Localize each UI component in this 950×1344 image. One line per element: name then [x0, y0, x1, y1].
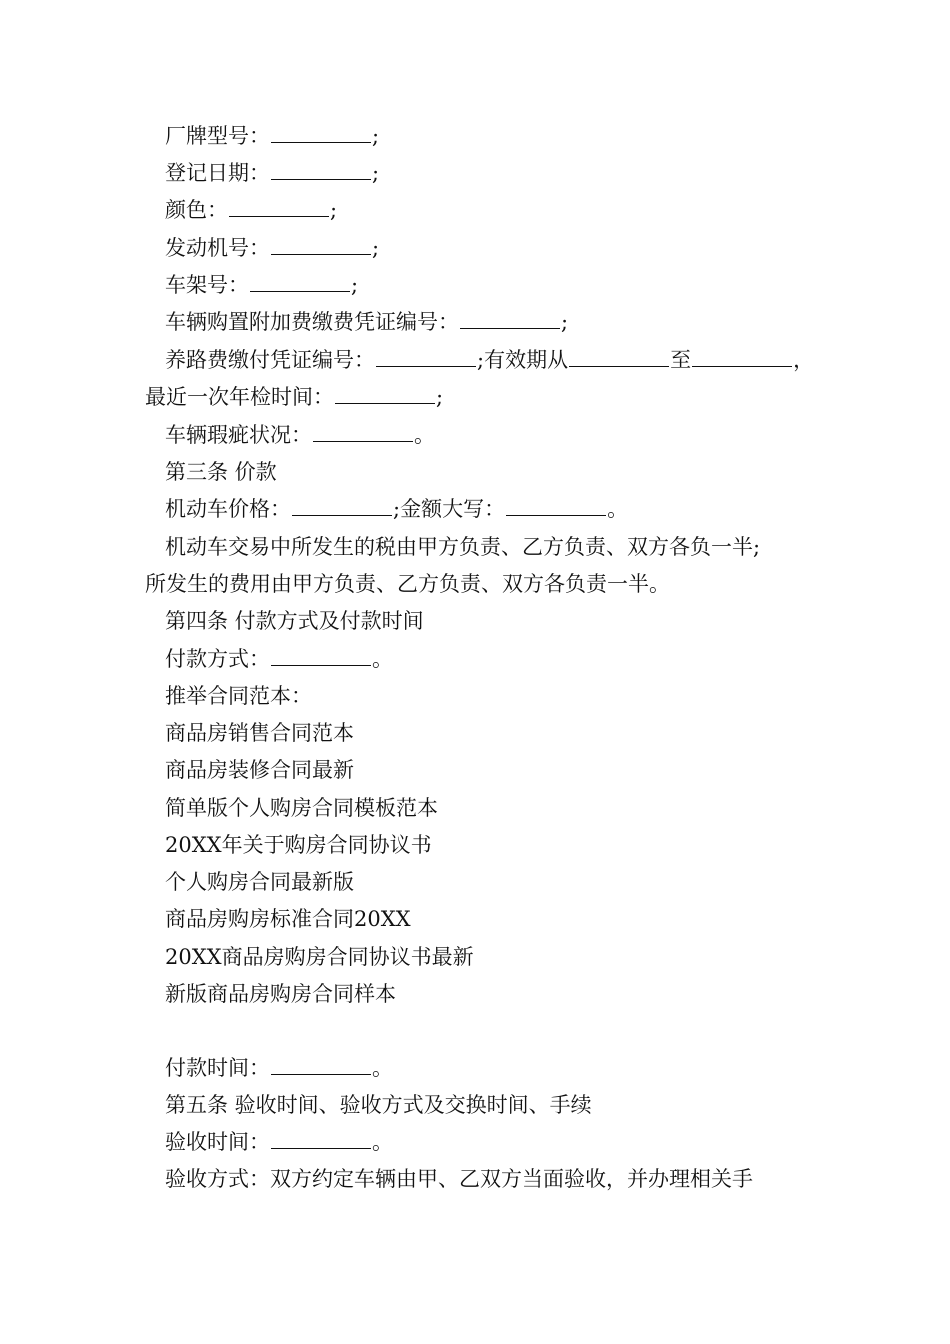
field-label: 验收时间： — [165, 1130, 270, 1154]
field-label: 厂牌型号： — [165, 124, 270, 148]
fill-blank[interactable] — [271, 236, 371, 255]
recommend-link[interactable]: 20XX年关于购房合同协议书 — [165, 833, 432, 857]
field-label: 机动车价格： — [165, 497, 291, 521]
fill-blank[interactable] — [271, 161, 371, 180]
punct: ; — [372, 236, 380, 260]
fill-blank[interactable] — [313, 423, 413, 442]
fill-blank[interactable] — [569, 348, 669, 367]
recommend-link[interactable]: 商品房购房标准合同20XX — [165, 907, 411, 931]
purchase-tax-line — [165, 307, 568, 337]
punct: 。 — [372, 647, 393, 671]
acceptance-time-line — [165, 1127, 393, 1157]
punct: 。 — [414, 423, 435, 447]
payment-time-line — [165, 1053, 393, 1083]
recommend-link[interactable]: 新版商品房购房合同样本 — [165, 982, 396, 1006]
tax-clause-line-2: 所发生的费用由甲方负责、乙方负责、双方各负责一半。 — [145, 572, 670, 596]
punct: 。 — [607, 497, 629, 521]
fill-blank[interactable] — [506, 497, 606, 516]
inspection-line — [145, 382, 443, 412]
punct: 。 — [372, 1056, 393, 1080]
fill-blank[interactable] — [271, 1130, 371, 1149]
article-5-heading: 第五条 验收时间、验收方式及交换时间、手续 — [165, 1093, 592, 1117]
frame-number-line — [165, 270, 358, 300]
recommend-link[interactable]: 20XX商品房购房合同协议书最新 — [165, 945, 474, 969]
fill-blank[interactable] — [250, 273, 350, 292]
field-label: ;有效期从 — [477, 348, 569, 372]
fill-blank[interactable] — [335, 385, 435, 404]
recommend-link[interactable]: 商品房销售合同范本 — [165, 721, 354, 745]
engine-number-line — [165, 233, 379, 263]
punct: ; — [330, 198, 338, 222]
payment-method-line — [165, 644, 393, 674]
field-label: 车辆瑕疵状况： — [165, 423, 312, 447]
field-label: 养路费缴付凭证编号： — [165, 348, 375, 372]
recommend-link[interactable]: 个人购房合同最新版 — [165, 870, 354, 894]
acceptance-method-line: 验收方式：双方约定车辆由甲、乙双方当面验收，并办理相关手 — [165, 1167, 753, 1191]
recommend-title: 推举合同范本： — [165, 684, 312, 708]
fill-blank[interactable] — [692, 348, 792, 367]
fill-blank[interactable] — [271, 647, 371, 666]
tax-clause-line-1: 机动车交易中所发生的税由甲方负责、乙方负责、双方各负一半; — [165, 535, 761, 559]
registration-date-line — [165, 158, 379, 188]
field-label: 付款方式： — [165, 647, 270, 671]
field-label: 车辆购置附加费缴费凭证编号： — [165, 310, 459, 334]
field-label: 付款时间： — [165, 1056, 270, 1080]
road-fee-line — [165, 345, 814, 375]
punct: ; — [561, 310, 569, 334]
fill-blank[interactable] — [292, 497, 392, 516]
fill-blank[interactable] — [460, 310, 560, 329]
punct: ; — [351, 273, 359, 297]
field-label: 颜色： — [165, 198, 228, 222]
punct: ， — [793, 348, 815, 372]
fill-blank[interactable] — [376, 348, 476, 367]
defects-line — [165, 420, 435, 450]
brand-model-line — [165, 121, 379, 151]
field-label: 发动机号： — [165, 236, 270, 260]
field-label: 最近一次年检时间： — [145, 385, 334, 409]
price-line — [165, 494, 628, 524]
field-label: 车架号： — [165, 273, 249, 297]
field-label: 登记日期： — [165, 161, 270, 185]
fill-blank[interactable] — [229, 198, 329, 217]
recommend-link[interactable]: 商品房装修合同最新 — [165, 758, 354, 782]
field-label: 至 — [670, 348, 692, 372]
punct: ; — [436, 385, 444, 409]
fill-blank[interactable] — [271, 124, 371, 143]
color-line — [165, 195, 337, 225]
recommend-link[interactable]: 简单版个人购房合同模板范本 — [165, 796, 438, 820]
article-4-heading: 第四条 付款方式及付款时间 — [165, 609, 424, 633]
punct: ; — [372, 161, 380, 185]
field-label: ;金额大写： — [393, 497, 506, 521]
punct: ; — [372, 124, 380, 148]
punct: 。 — [372, 1130, 393, 1154]
fill-blank[interactable] — [271, 1056, 371, 1075]
article-3-heading: 第三条 价款 — [165, 460, 277, 484]
